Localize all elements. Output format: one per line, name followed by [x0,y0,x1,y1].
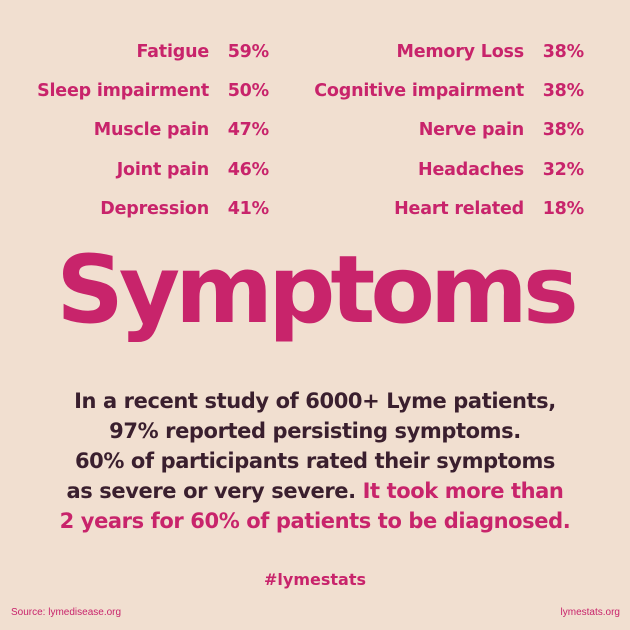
symptom-row [37,38,269,77]
summary-line: 97% reported persisting symptoms. [109,419,521,443]
hashtag: #lymestats [264,570,366,589]
symptom-percent: 41% [227,198,269,219]
symptom-list-left [37,38,269,234]
symptom-percent: 59% [227,42,269,62]
symptom-name: Heart related [394,198,524,219]
summary-line [10,476,620,506]
symptom-row [37,156,269,195]
symptom-row [314,38,584,77]
summary-line: In a recent study of 6000+ Lyme patients, [74,389,556,413]
symptom-name: Sleep impairment [37,81,209,102]
website-credit: lymestats.org [560,607,620,618]
symptom-row [314,116,584,155]
symptom-row [37,195,269,234]
symptom-row [37,116,269,155]
symptom-name: Nerve pain [418,120,524,141]
symptom-name: Headaches [418,159,524,180]
symptom-percent: 32% [542,159,584,180]
symptom-percent: 46% [227,159,269,180]
symptom-row [314,77,584,116]
summary-line: 60% of participants rated their symptoms [74,449,556,473]
symptom-name: Cognitive impairment [314,81,524,102]
symptom-name: Depression [100,198,209,219]
source-credit: Source: lymedisease.org [11,607,122,618]
summary-highlight-line: 2 years for 60% of patients to be diagnosed. [59,509,571,533]
symptom-row [37,77,269,116]
page-title: Symptoms [56,236,574,345]
symptom-name: Memory Loss [396,42,524,62]
symptom-percent: 50% [227,81,269,102]
study-summary [10,386,620,536]
symptom-percent: 38% [542,120,584,141]
symptom-percent: 47% [227,120,269,141]
summary-text: as severe or very severe. [66,479,356,503]
symptom-name: Muscle pain [93,120,209,141]
symptom-row [314,156,584,195]
symptom-list-right [314,38,584,234]
symptom-percent: 18% [542,198,584,219]
summary-highlight: It took more than [362,479,564,503]
symptom-name: Fatigue [136,42,209,62]
symptom-name: Joint pain [116,159,209,180]
symptom-row [314,195,584,234]
symptom-percent: 38% [542,81,584,102]
symptom-percent: 38% [542,42,584,62]
